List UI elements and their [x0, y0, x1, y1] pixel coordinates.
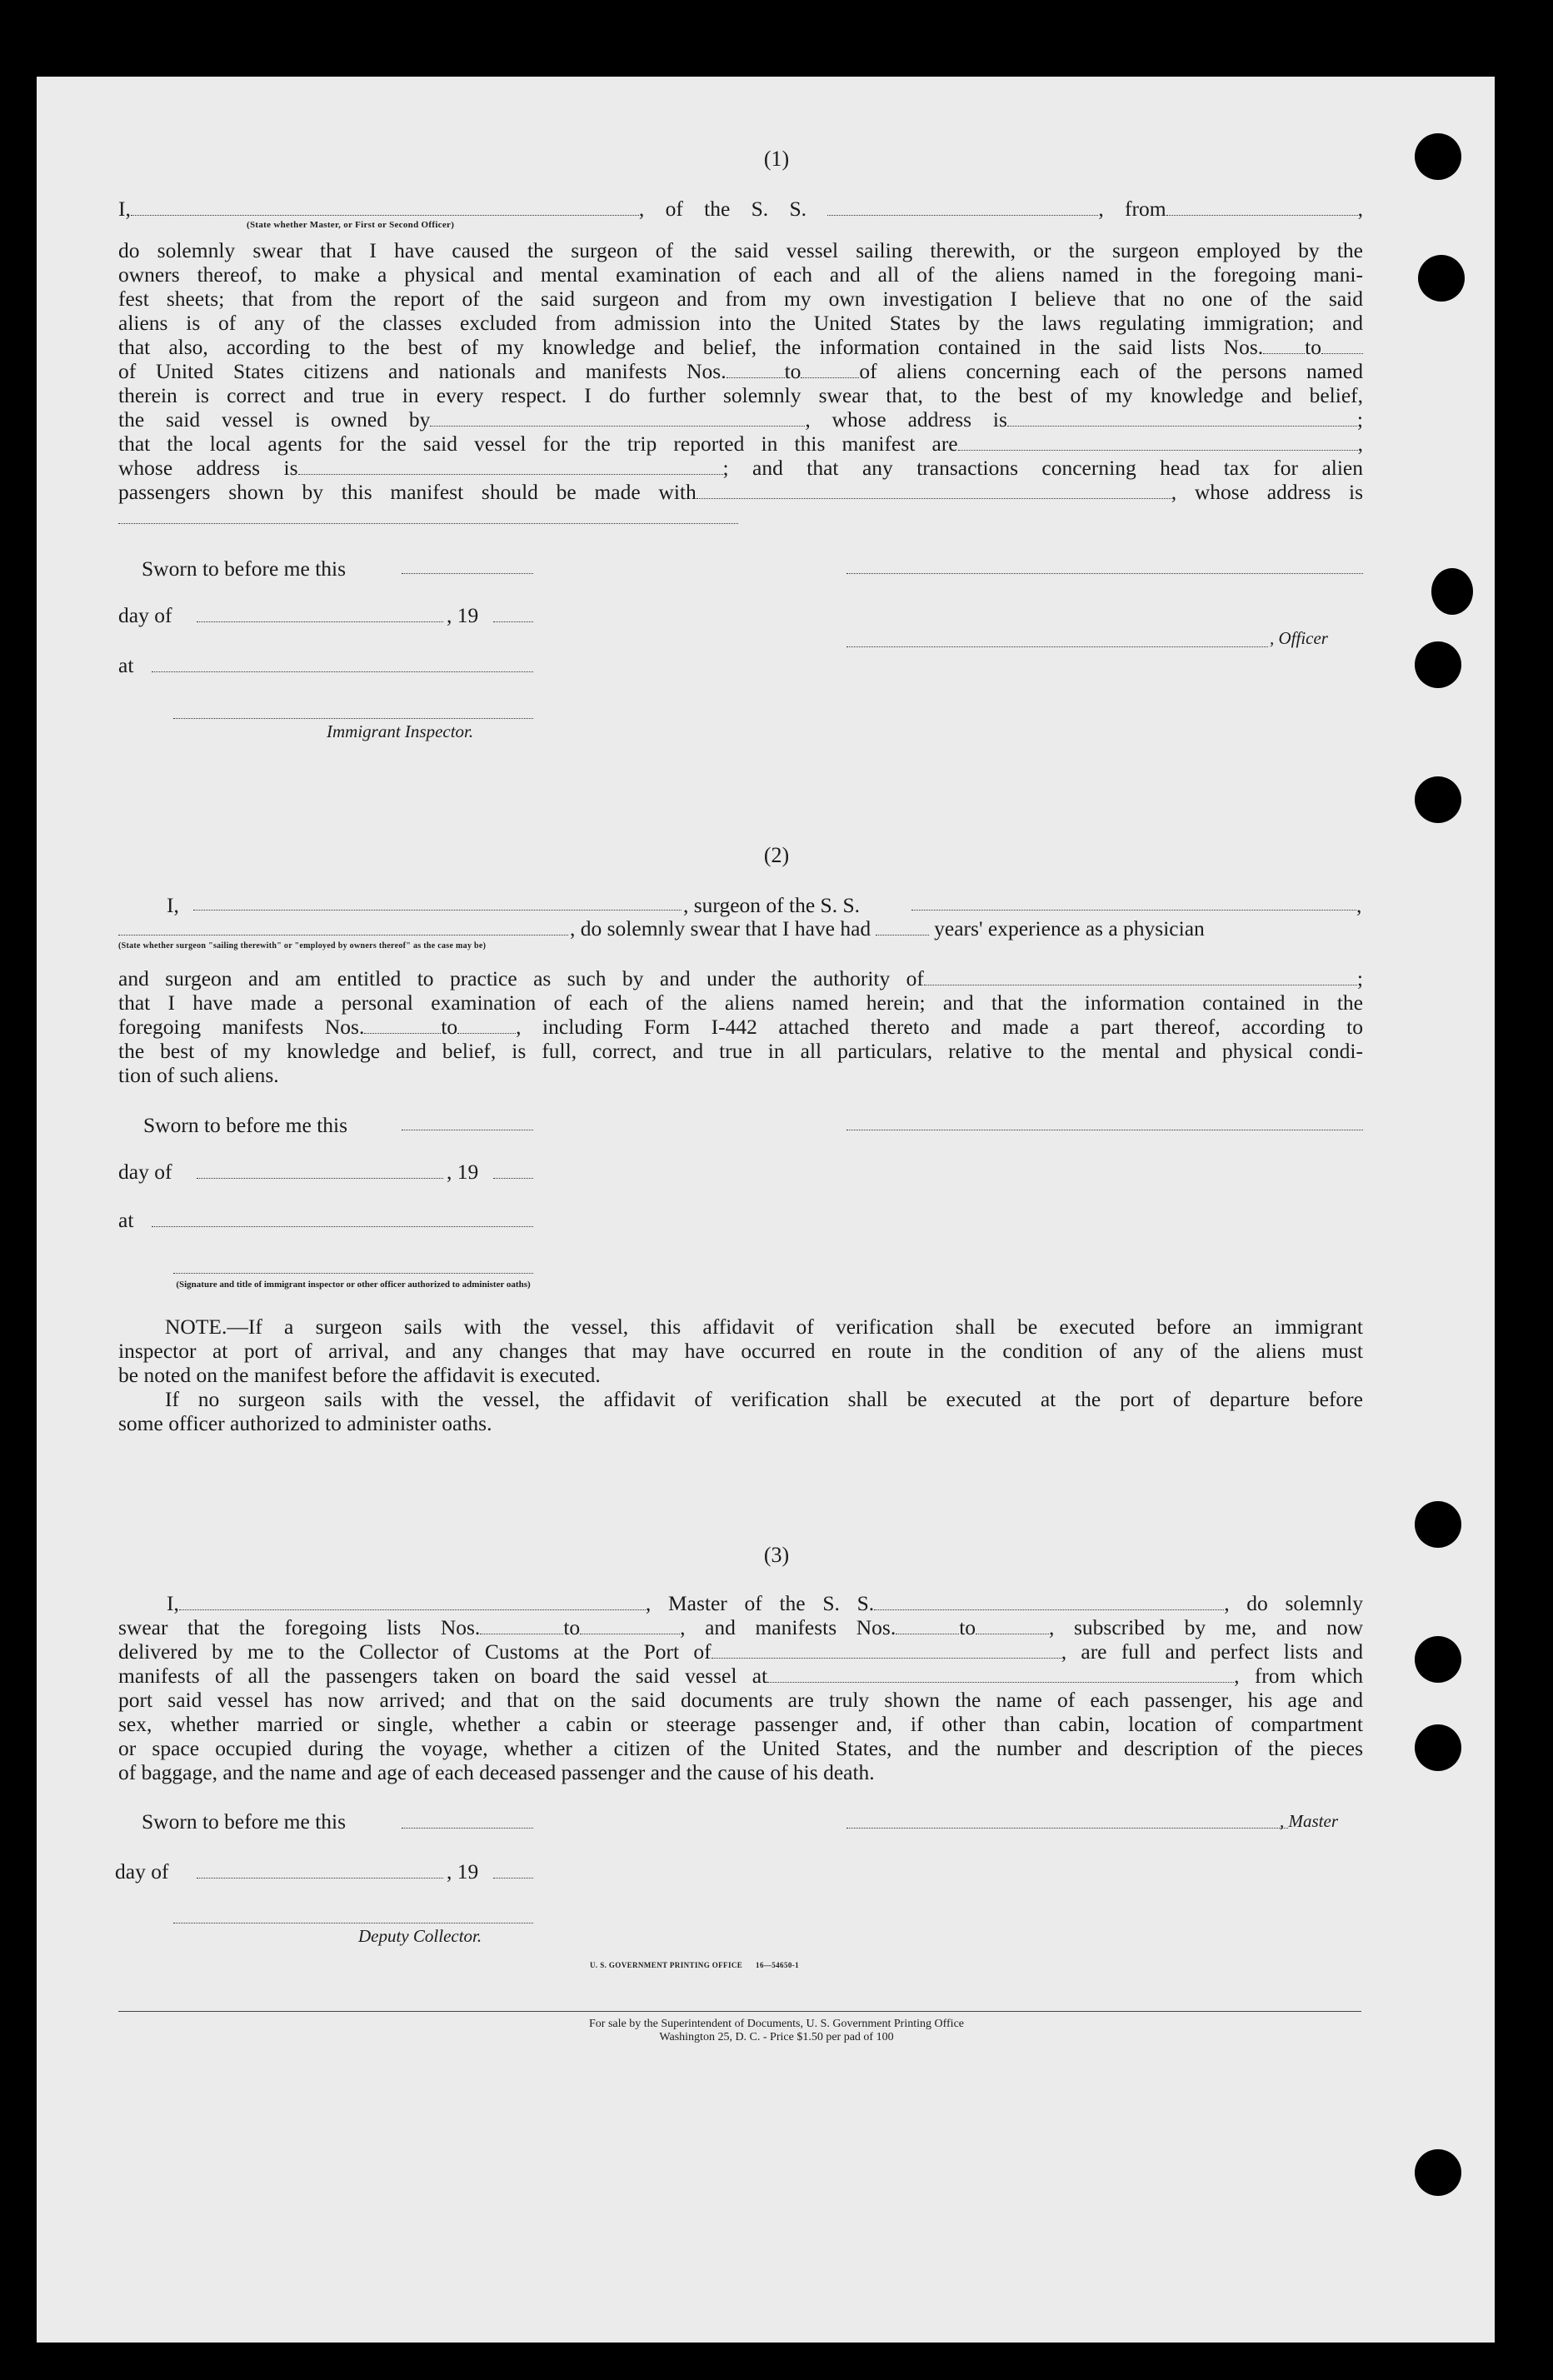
day-of-label: day of — [118, 1160, 172, 1184]
section-3-body-line: port said vessel has now arrived; and that on the said documents are truly shown the name of each passenger, his age and — [118, 1688, 1363, 1712]
section-1-body-line: owners thereof, to make a physical and mental examination of each and all of the aliens named in the foregoing mani- — [118, 262, 1363, 287]
ship-fill-line — [911, 910, 1356, 911]
sworn-label: Sworn to before me this — [142, 556, 347, 581]
name-fill-line — [193, 910, 682, 911]
surgeon-label: , surgeon of the S. S. — [683, 893, 861, 917]
master-note: (State whether Master, or First or Second Officer) — [247, 220, 455, 230]
section-1-line-1: I, , of the S. S. , from , — [118, 197, 1363, 221]
note-line: NOTE.—If a surgeon sails with the vessel, this affidavit of verification shall be executed before an immigrant — [165, 1315, 1363, 1339]
officer-signature-line — [846, 573, 1363, 574]
punch-hole — [1415, 1724, 1461, 1771]
section-1-agents-line: that the local agents for the said vessel for the trip reported in this manifest are , — [118, 432, 1363, 456]
master-signature-line — [846, 1828, 1288, 1829]
officer-fill-line — [846, 646, 1268, 647]
year-label: , 19 — [447, 1859, 479, 1884]
year-fill-line — [493, 621, 533, 622]
punch-hole — [1415, 1636, 1461, 1683]
section-2-line2: , do solemnly swear that I have had years' experience as a physician — [570, 916, 1205, 941]
date-fill-line — [402, 573, 533, 574]
section-2-body-line: the best of my knowledge and belief, is full, correct, and true in all particulars, relative to the mental and physical condi- — [118, 1039, 1363, 1063]
year-fill-line — [493, 1178, 533, 1179]
note-line: some officer authorized to administer oaths. — [118, 1411, 492, 1435]
inspector-signature-line — [173, 718, 533, 719]
year-label: , 19 — [447, 603, 479, 627]
section-3-line-2: swear that the foregoing lists Nos. to , and manifests Nos. to , subscribed by me, and now — [118, 1615, 1363, 1639]
punch-hole — [1415, 2149, 1461, 2196]
section-2-heading: (2) — [763, 843, 790, 867]
punch-hole — [1415, 641, 1461, 688]
section-3-body-line: sex, whether married or single, whether a cabin or steerage passenger and, if other than cabin, location of compartment — [118, 1712, 1363, 1736]
surgeon-note: (State whether surgeon "sailing therewith" or "employed by owners thereof" as the case may be) — [118, 941, 487, 951]
section-2-body-line: that I have made a personal examination of each of the aliens named herein; and that the information contained in the — [118, 990, 1363, 1015]
section-3-line-1: I, , Master of the S. S. , do solemnly — [167, 1591, 1364, 1615]
section-3-body-line: of baggage, and the name and age of each deceased passenger and the cause of his death. — [118, 1760, 875, 1784]
section-3-line-3: delivered by me to the Collector of Customs at the Port of , are full and perfect lists and — [118, 1639, 1363, 1664]
year-label: , 19 — [447, 1160, 479, 1184]
section-3-heading: (3) — [763, 1543, 790, 1567]
punch-hole — [1418, 255, 1465, 302]
year-fill-line — [493, 1878, 533, 1879]
inspector-label: Immigrant Inspector. — [327, 721, 474, 741]
section-2-body-line: tion of such aliens. — [118, 1063, 279, 1087]
at-fill-line — [152, 671, 533, 672]
section-2-manifests-line: foregoing manifests Nos. to , including Form I-442 attached thereto and made a part thereof, according to — [118, 1015, 1363, 1039]
punch-hole — [1431, 568, 1473, 615]
section-1-citizens-line: of United States citizens and nationals and manifests Nos. to of aliens concerning each of the persons named — [118, 359, 1363, 383]
section-1-whose-line: whose address is ; and that any transactions concerning head tax for alien — [118, 456, 1364, 480]
date-fill-line — [402, 1828, 533, 1829]
section-1-passengers-line: passengers shown by this manifest should be made with , whose address is — [118, 480, 1364, 504]
signature-title-line — [173, 1273, 533, 1274]
section-1-correct-line: therein is correct and true in every respect. I do further solemnly swear that, to the best of my knowledge and belief, — [118, 383, 1363, 407]
at-fill-line — [152, 1226, 533, 1227]
punch-hole — [1415, 1501, 1461, 1548]
section-1-heading: (1) — [763, 147, 790, 171]
at-label: at — [118, 1208, 134, 1232]
section-1-body-line: aliens is of any of the classes excluded from admission into the United States by the laws regulating immigration; and — [118, 311, 1363, 335]
section-2-i-label: I, — [167, 893, 179, 917]
section-1-body-line: do solemnly swear that I have caused the surgeon of the said vessel sailing therewith, or the surgeon employed by the — [118, 238, 1363, 262]
master-label: , Master — [1280, 1811, 1338, 1831]
day-fill-line — [197, 1878, 443, 1879]
section-2-line1-end: , — [1356, 893, 1362, 917]
at-label: at — [118, 653, 134, 677]
footer-line-1: For sale by the Superintendent of Documents, U. S. Government Printing Office — [589, 2018, 964, 2030]
collector-label: Deputy Collector. — [358, 1926, 482, 1946]
section-1-owned-line: the said vessel is owned by , whose address is ; — [118, 407, 1364, 432]
footer-line-2: Washington 25, D. C. - Price $1.50 per pad of 100 — [659, 2031, 894, 2043]
day-of-label: day of — [118, 603, 172, 627]
section-1-body-line: fest sheets; that from the report of the said surgeon and from my own investigation I believe that no one of the said — [118, 287, 1363, 311]
signature-note: (Signature and title of immigrant inspector or other officer authorized to administer oaths) — [176, 1280, 531, 1290]
note-line: be noted on the manifest before the affidavit is executed. — [118, 1363, 601, 1387]
section-3-line-4: manifests of all the passengers taken on board the said vessel at , from which — [118, 1664, 1364, 1688]
footer-rule — [118, 2011, 1361, 2012]
section-1-lists-line: that also, according to the best of my knowledge and belief, the information contained in the said lists Nos. to — [118, 335, 1363, 359]
gpo-imprint: U. S. GOVERNMENT PRINTING OFFICE 16—54650-1 — [590, 1961, 800, 1969]
note-line: inspector at port of arrival, and any changes that may have occurred en route in the condition of any of the aliens must — [118, 1339, 1363, 1363]
note-line: If no surgeon sails with the vessel, the affidavit of verification shall be executed at the port of departure before — [165, 1387, 1363, 1411]
punch-hole — [1415, 776, 1461, 823]
sworn-label: Sworn to before me this — [142, 1809, 347, 1834]
surgeon-type-fill-line — [118, 935, 568, 936]
sworn-label: Sworn to before me this — [143, 1113, 348, 1137]
officer-label: , Officer — [1270, 628, 1328, 648]
address-fill-line — [118, 523, 738, 524]
day-of-label: day of — [115, 1859, 169, 1884]
day-fill-line — [197, 621, 443, 622]
section-3-body-line: or space occupied during the voyage, whether a citizen of the United States, and the number and description of the pieces — [118, 1736, 1363, 1760]
day-fill-line — [197, 1178, 443, 1179]
section-2-authority-line: and surgeon and am entitled to practice as such by and under the authority of ; — [118, 966, 1363, 990]
